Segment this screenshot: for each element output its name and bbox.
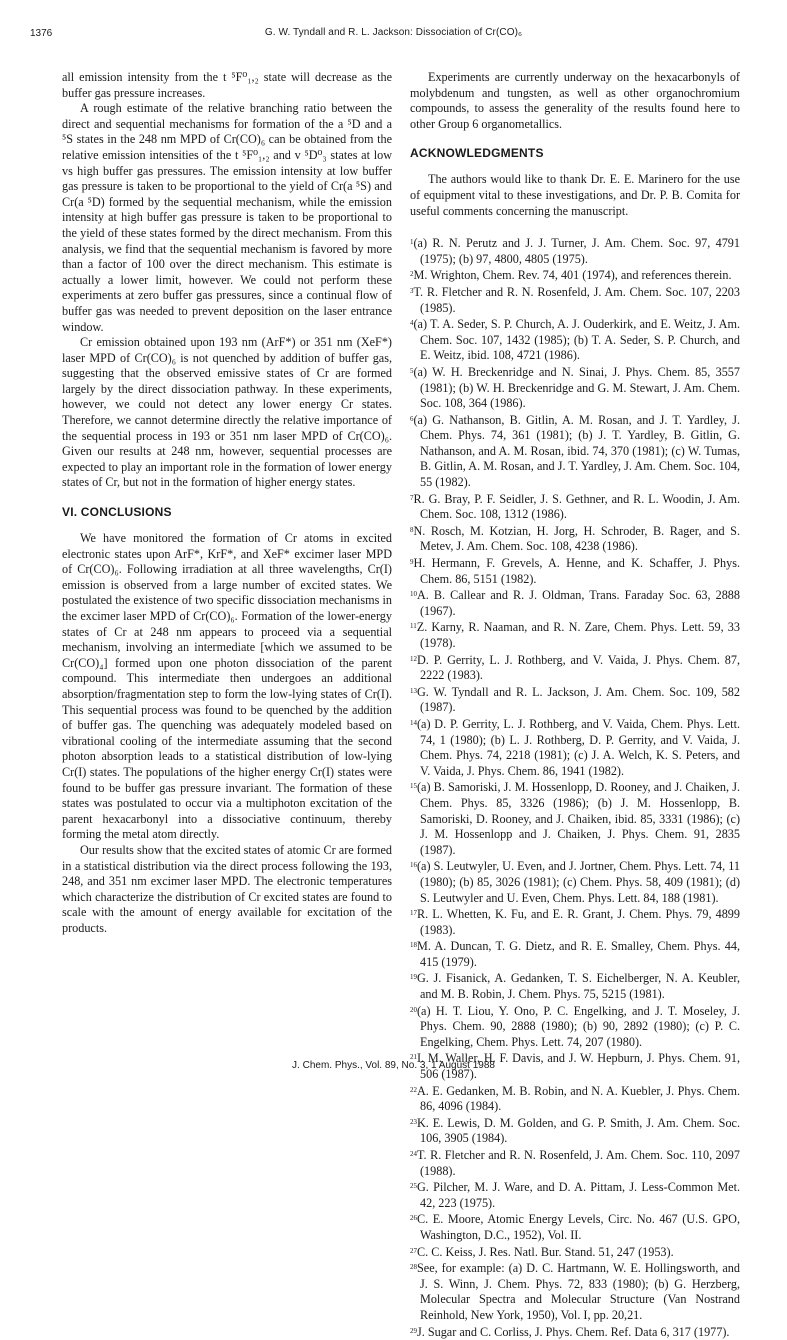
reference-text: G. W. Tyndall and R. L. Jackson, J. Am. Chem. Soc. 109, 582 (1987). (417, 684, 740, 715)
reference-number: 14 (410, 718, 417, 727)
reference-number: 6 (410, 414, 414, 423)
reference-number: 4 (410, 319, 414, 328)
reference-number: 22 (410, 1085, 417, 1094)
reference-number: 20 (410, 1005, 417, 1014)
reference-text: K. E. Lewis, D. M. Golden, and G. P. Smith, J. Am. Chem. Soc. 106, 3905 (1984). (417, 1115, 740, 1146)
reference-text: J. Sugar and C. Corliss, J. Phys. Chem. Ref. Data 6, 317 (1977). (417, 1324, 730, 1339)
reference-number: 23 (410, 1117, 417, 1126)
reference-number: 15 (410, 782, 417, 791)
reference-item (410, 523, 740, 555)
reference-text: (a) B. Samoriski, J. M. Hossenlopp, D. Rooney, and J. Chaiken, J. Chem. Phys. 85, 3326 (1986); (b) J. M. Hossenlopp, B. Samoriski, D. Rooney, and J. Chaiken, ibid. 85, 3331 (1986); (c) J. M. Hossenlopp and J. Chaiken, J. Phys. Chem. 91, 2835 (1987). (417, 780, 740, 857)
reference-text: (a) H. T. Liou, Y. Ono, P. C. Engelking, and J. T. Moseley, J. Phys. Chem. 90, 2888 (1980); (b) 90, 2892 (1980); (c) P. C. Engelking, Chem. Phys. Lett. 74, 207 (1980). (417, 1003, 740, 1049)
reference-text: A. B. Callear and R. J. Oldman, Trans. Faraday Soc. 63, 2888 (1967). (417, 588, 740, 618)
reference-number: 27 (410, 1246, 417, 1255)
reference-text: (a) S. Leutwyler, U. Even, and J. Jortner, Chem. Phys. Lett. 74, 11 (1980); (b) 85, 3026 (1981); (c) Chem. Phys. 58, 409 (1981); (d) S. Leutwyler and U. Even, Chem. Phys. Lett. 84, 188 (1981). (417, 859, 740, 905)
reference-item (410, 1324, 740, 1340)
reference-number: 17 (410, 909, 417, 918)
reference-text: M. A. Duncan, T. G. Dietz, and R. E. Smalley, Chem. Phys. 44, 415 (1979). (417, 939, 740, 969)
journal-footer: J. Chem. Phys., Vol. 89, No. 3, 1 August 1988 (292, 1060, 495, 1071)
reference-number: 9 (410, 558, 414, 567)
reference-item (410, 1211, 740, 1243)
reference-item (410, 267, 740, 284)
reference-number: 7 (410, 493, 414, 502)
reference-text: M. Wrighton, Chem. Rev. 74, 401 (1974), and references therein. (413, 268, 732, 283)
left-column (62, 70, 392, 936)
conclusions-heading: VI. CONCLUSIONS (62, 505, 172, 520)
acknowledgments-text: The authors would like to thank Dr. E. E. Marinero for the use of equipment vital to these investigations, and Dr. P. B. Comita for useful comments concerning the manuscript. (410, 172, 740, 218)
reference-item (410, 619, 740, 651)
right-column (410, 70, 740, 1340)
reference-item (410, 1260, 740, 1323)
running-title: G. W. Tyndall and R. L. Jackson: Dissociation of Cr(CO)₆ (264, 27, 523, 38)
reference-text: A. E. Gedanken, M. B. Robin, and N. A. Kuebler, J. Phys. Chem. 86, 4096 (1984). (417, 1083, 740, 1114)
reference-text: See, for example: (a) D. C. Hartmann, W. E. Hollingsworth, and J. S. Winn, J. Chem. Phys. 72, 833 (1980); (b) G. Herzberg, Molecular Spectra and Molecular Structure (Van Nostrand Reinhold, New York, 1950), Vol. I, pp. 20,21. (417, 1261, 740, 1322)
body-paragraph: Cr emission obtained upon 193 nm (ArF*) or 351 nm (XeF*) laser MPD of Cr(CO)₆ is not quenched by addition of buffer gas, suggesting that the observed emissive states of Cr are formed largely by the direct dissociation pathway. In these experiments, however, we could not detect any lower energy Cr states. Therefore, we cannot determine directly the relative importance of the sequential process in 193 or 351 nm laser MPD of Cr(CO)₆. Given our results at 248 nm, however, sequential processes are expected to play an important role in the formation of lower energy states of Cr, but not in the formation of higher energy states. (62, 335, 392, 490)
reference-text: G. Pilcher, M. J. Ware, and D. A. Pittam, J. Less-Common Met. 42, 223 (1975). (417, 1180, 740, 1210)
reference-number: 19 (410, 973, 417, 982)
reference-item (410, 1083, 740, 1115)
reference-number: 29 (410, 1326, 417, 1335)
reference-list (410, 235, 740, 1340)
reference-text: N. Rosch, M. Kotzian, H. Jorg, H. Schroder, B. Rager, and S. Metev, J. Am. Chem. Soc. 108, 4238 (1986). (413, 523, 740, 554)
reference-text: Z. Karny, R. Naaman, and R. N. Zare, Chem. Phys. Lett. 59, 33 (1978). (416, 620, 740, 650)
reference-number: 5 (410, 366, 414, 375)
reference-number: 8 (410, 525, 414, 534)
reference-number: 28 (410, 1263, 417, 1272)
reference-number: 10 (410, 590, 417, 599)
reference-item (410, 970, 740, 1002)
reference-number: 1 (410, 238, 414, 247)
reference-item (410, 1244, 740, 1261)
reference-item (410, 1003, 740, 1051)
body-paragraph: Experiments are currently underway on the hexacarbonyls of molybdenum and tungsten, as well as other organochromium compounds, to assess the generality of the results found here to other Group 6 organometallics. (410, 70, 740, 131)
reference-item (410, 716, 740, 779)
reference-text: T. R. Fletcher and R. N. Rosenfeld, J. Am. Chem. Soc. 110, 2097 (1988). (417, 1148, 740, 1178)
reference-item (410, 652, 740, 684)
reference-text: D. P. Gerrity, L. J. Rothberg, and V. Vaida, J. Phys. Chem. 87, 2222 (1983). (417, 652, 740, 683)
reference-number: 24 (410, 1150, 417, 1158)
reference-number: 16 (410, 861, 417, 870)
reference-number: 11 (410, 622, 417, 631)
reference-item (410, 938, 740, 970)
reference-item (410, 1179, 740, 1211)
reference-number: 3 (410, 286, 414, 295)
reference-text: C. C. Keiss, J. Res. Natl. Bur. Stand. 51, 247 (1953). (417, 1244, 674, 1259)
reference-item (410, 284, 740, 316)
reference-text: C. E. Moore, Atomic Energy Levels, Circ. No. 467 (U.S. GPO, Washington, D.C., 1952), Vol. II. (417, 1212, 740, 1242)
reference-number: 26 (410, 1214, 417, 1223)
reference-item (410, 235, 740, 267)
reference-text: (a) G. Nathanson, B. Gitlin, A. M. Rosan, and J. T. Yardley, J. Chem. Phys. 74, 361 (1981); (b) J. T. Yardley, B. Gitlin, G. Nathanson, and A. M. Rosan, ibid. 74, 370 (1981); (c) W. Tumas, B. Gitlin, A. M. Rosan, and J. T. Yardley, J. Am. Chem. Soc. 104, 55 (1982). (413, 412, 740, 490)
page-number: 1376 (30, 28, 53, 39)
reference-number: 12 (410, 654, 417, 663)
reference-text: (a) T. A. Seder, S. P. Church, A. J. Ouderkirk, and E. Weitz, J. Am. Chem. Soc. 107, 1432 (1985); (b) T. A. Seder, S. P. Church, and E. Weitz, ibid. 108, 4721 (1986). (413, 317, 740, 363)
reference-text: (a) W. H. Breckenridge and N. Sinai, J. Phys. Chem. 85, 3557 (1981); (b) W. H. Breckenridge and G. M. Stewart, J. Am. Chem. Soc. 108, 364 (1986). (413, 364, 740, 411)
reference-text: R. G. Bray, P. F. Seidler, J. S. Gethner, and R. L. Woodin, J. Am. Chem. Soc. 108, 1312 (1986). (413, 491, 740, 522)
reference-text: G. J. Fisanick, A. Gedanken, T. S. Eichelberger, N. A. Keubler, and M. B. Robin, J. Chem. Phys. 75, 5215 (1981). (417, 971, 740, 1002)
reference-item (410, 858, 740, 906)
reference-text: (a) D. P. Gerrity, L. J. Rothberg, and V. Vaida, Chem. Phys. Lett. 74, 1 (1980); (b) L. J. Rothberg, D. P. Gerrity, and V. Vaida, J. Chem. Phys. 74, 2218 (1981); (c) J. A. Welch, K. S. Peters, and V. Vaida, J. Phys. Chem. 86, 1941 (1982). (417, 716, 740, 778)
reference-item (410, 491, 740, 523)
reference-item (410, 412, 740, 491)
reference-item (410, 364, 740, 412)
body-paragraph: all emission intensity from the t ⁵F⁰₁,₂ state will decrease as the buffer gas pressure increases. (62, 70, 392, 100)
reference-item (410, 684, 740, 716)
reference-text: H. Hermann, F. Grevels, A. Henne, and K. Schaffer, J. Phys. Chem. 86, 5151 (1982). (413, 556, 740, 586)
body-paragraph: Our results show that the excited states of atomic Cr are formed in a statistical distribution via the direct process following the 193, 248, and 351 nm excimer laser MPD. The electronic temperatures which characterize the distribution of Cr excited states are found to scale with the amount of energy available for excitation of the products. (62, 842, 392, 935)
reference-item (410, 906, 740, 938)
reference-text: R. L. Whetten, K. Fu, and E. R. Grant, J. Chem. Phys. 79, 4899 (1983). (417, 907, 740, 937)
reference-text: T. R. Fletcher and R. N. Rosenfeld, J. Am. Chem. Soc. 107, 2203 (1985). (413, 284, 740, 315)
reference-number: 18 (410, 941, 417, 950)
reference-item (410, 316, 740, 364)
acknowledgments-heading: ACKNOWLEDGMENTS (410, 146, 544, 161)
reference-item (410, 587, 740, 619)
reference-number: 2 (410, 270, 414, 279)
body-paragraph: A rough estimate of the relative branching ratio between the direct and sequential mechanisms for formation of the a ⁵D and a ⁵S states in the 248 nm MPD of Cr(CO)₆ can be obtained from the relative emission intensities of the t ⁵F⁰₁,₂ and v ⁵D⁰₃ states at low vs high buffer gas pressures. The emission intensity at low buffer gas pressure is taken to be proportional to the yield of Cr(a ⁵S) and Cr(a ⁵D) formed by the sequential mechanism, while the emission intensity at high buffer gas pressure is taken to be proportional to the yield of these states formed by the direct mechanism. From this analysis, we find that the sequential mechanism is favored by more than a factor of 100 over the direct mechanism. This estimate is actually a lower limit, however. We could not perform these experiments at zero buffer gas pressures, since a continual flow of buffer gas was needed to prevent deposition on the laser entrance window. (62, 101, 392, 334)
body-paragraph: We have monitored the formation of Cr atoms in excited electronic states upon ArF*, KrF*, and XeF* excimer laser MPD of Cr(CO)₆. Following irradiation at all three wavelengths, Cr(I) emission is observed from a large number of excited states. We postulated the existence of two specific dissociation mechanisms in the excimer laser MPD of Cr(CO)₆. Formation of the lower-energy states of Cr at 248 nm appears to proceed via a sequential mechanism, involving an intermediate [which we assumed to be Cr(CO)₄] formed upon one photon dissociation of the parent compound. This intermediate then undergoes an additional absorption/fragmentation step to form the low-lying states of Cr(I). This sequential process was found to be quenched by the addition of buffer gas. The quenching was adequately modeled based on vibrational cooling of the intermediate assuming that the second photon absorption leads to a statistical distribution of low-lying Cr(I) states. The populations of the higher energy Cr(I) states were found to be buffer gas pressure invariant. The formation of these states was postulated to occur via a multiphoton excitation of the parent hexacarbonyl into a dissociative continuum, thereby forming the metal atom directly. (62, 531, 392, 842)
reference-item (410, 779, 740, 858)
reference-text: (a) R. N. Perutz and J. J. Turner, J. Am. Chem. Soc. 97, 4791 (1975); (b) 97, 4800, 4805 (1975). (413, 236, 740, 266)
reference-item (410, 1115, 740, 1147)
reference-number: 13 (410, 686, 417, 695)
reference-number: 21 (410, 1053, 417, 1062)
reference-number: 25 (410, 1182, 417, 1191)
reference-text: I. M. Waller, H. F. Davis, and J. W. Hepburn, J. Phys. Chem. 91, 506 (1987). (417, 1051, 740, 1082)
reference-item (410, 555, 740, 587)
reference-item (410, 1147, 740, 1179)
